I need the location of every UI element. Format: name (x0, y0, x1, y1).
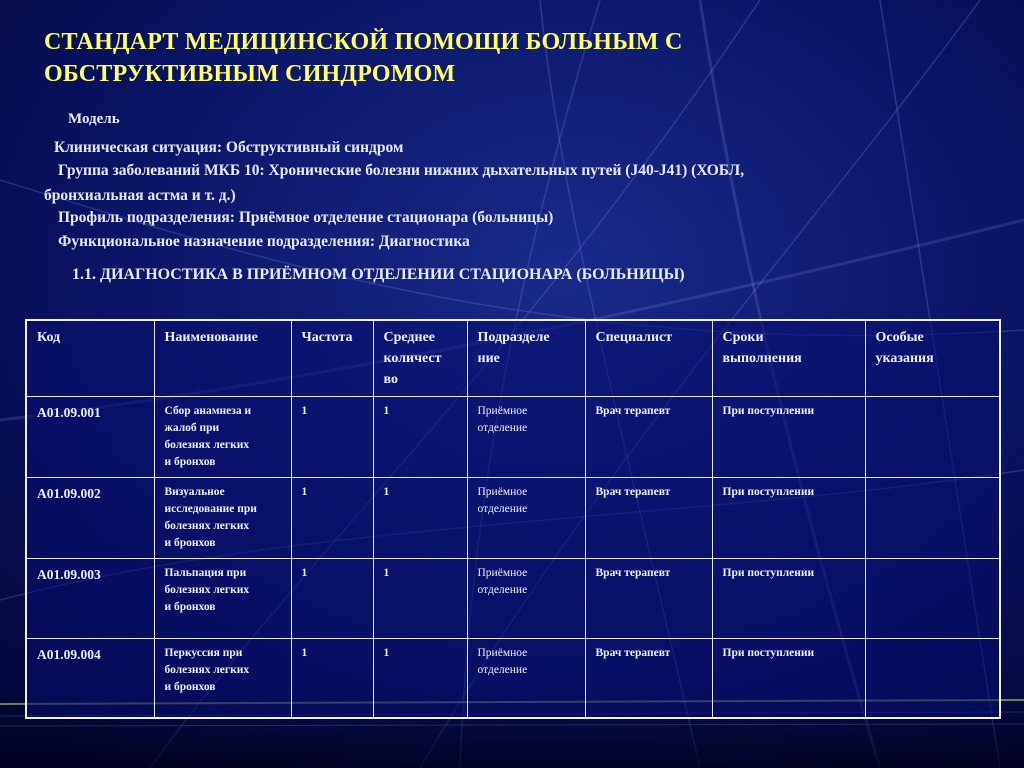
model-label: Модель (68, 111, 120, 127)
header-department: Подразделе ние (467, 320, 585, 397)
department-profile: Профиль подразделения: Приёмное отделение стационара (больницы) (58, 209, 554, 226)
title-line-2: ОБСТРУКТИВНЫМ СИНДРОМОМ (44, 61, 456, 87)
cell-name: Визуальное исследование при болезнях легких и бронхов (154, 478, 291, 559)
cell-terms: При поступлении (712, 559, 865, 639)
cell-code: A01.09.002 (26, 478, 154, 559)
cell-name: Сбор анамнеза и жалоб при болезнях легких и бронхов (154, 397, 291, 478)
cell-notes (865, 559, 1000, 639)
cell-notes (865, 639, 1000, 719)
cell-notes (865, 397, 1000, 478)
cell-department: Приёмное отделение (467, 397, 585, 478)
cell-frequency: 1 (291, 478, 373, 559)
cell-department: Приёмное отделение (467, 478, 585, 559)
cell-average: 1 (373, 478, 467, 559)
header-name: Наименование (154, 320, 291, 397)
header-specialist: Специалист (585, 320, 712, 397)
disease-group-line-1: Группа заболеваний МКБ 10: Хронические болезни нижних дыхательных путей (J40-J41) (ХОБЛ, (58, 162, 745, 179)
cell-department: Приёмное отделение (467, 639, 585, 719)
cell-frequency: 1 (291, 639, 373, 719)
cell-specialist: Врач терапевт (585, 478, 712, 559)
cell-frequency: 1 (291, 397, 373, 478)
cell-terms: При поступлении (712, 478, 865, 559)
page-title (44, 26, 944, 90)
cell-average: 1 (373, 397, 467, 478)
cell-terms: При поступлении (712, 397, 865, 478)
department-function: Функциональное назначение подразделения: Диагностика (58, 233, 470, 250)
cell-name: Перкуссия при болезнях легких и бронхов (154, 639, 291, 719)
cell-specialist: Врач терапевт (585, 639, 712, 719)
table-header-row (26, 320, 1000, 397)
cell-specialist: Врач терапевт (585, 559, 712, 639)
disease-group-line-2: бронхиальная астма и т. д.) (44, 187, 236, 204)
cell-specialist: Врач терапевт (585, 397, 712, 478)
header-code: Код (26, 320, 154, 397)
cell-average: 1 (373, 639, 467, 719)
table-row (26, 639, 1000, 719)
cell-department: Приёмное отделение (467, 559, 585, 639)
cell-code: A01.09.001 (26, 397, 154, 478)
clinical-situation: Клиническая ситуация: Обструктивный синдром (54, 139, 404, 156)
standard-table (25, 319, 1001, 719)
title-line-1: СТАНДАРТ МЕДИЦИНСКОЙ ПОМОЩИ БОЛЬНЫМ С (44, 29, 683, 55)
header-frequency: Частота (291, 320, 373, 397)
table-row (26, 478, 1000, 559)
cell-notes (865, 478, 1000, 559)
table-row (26, 559, 1000, 639)
header-notes: Особые указания (865, 320, 1000, 397)
table-row (26, 397, 1000, 478)
cell-average: 1 (373, 559, 467, 639)
cell-code: A01.09.004 (26, 639, 154, 719)
cell-code: A01.09.003 (26, 559, 154, 639)
header-terms: Сроки выполнения (712, 320, 865, 397)
cell-frequency: 1 (291, 559, 373, 639)
section-heading: 1.1. ДИАГНОСТИКА В ПРИЁМНОМ ОТДЕЛЕНИИ СТАЦИОНАРА (БОЛЬНИЦЫ) (72, 266, 685, 283)
cell-name: Пальпация при болезнях легких и бронхов (154, 559, 291, 639)
cell-terms: При поступлении (712, 639, 865, 719)
header-average-quantity: Среднее количест во (373, 320, 467, 397)
